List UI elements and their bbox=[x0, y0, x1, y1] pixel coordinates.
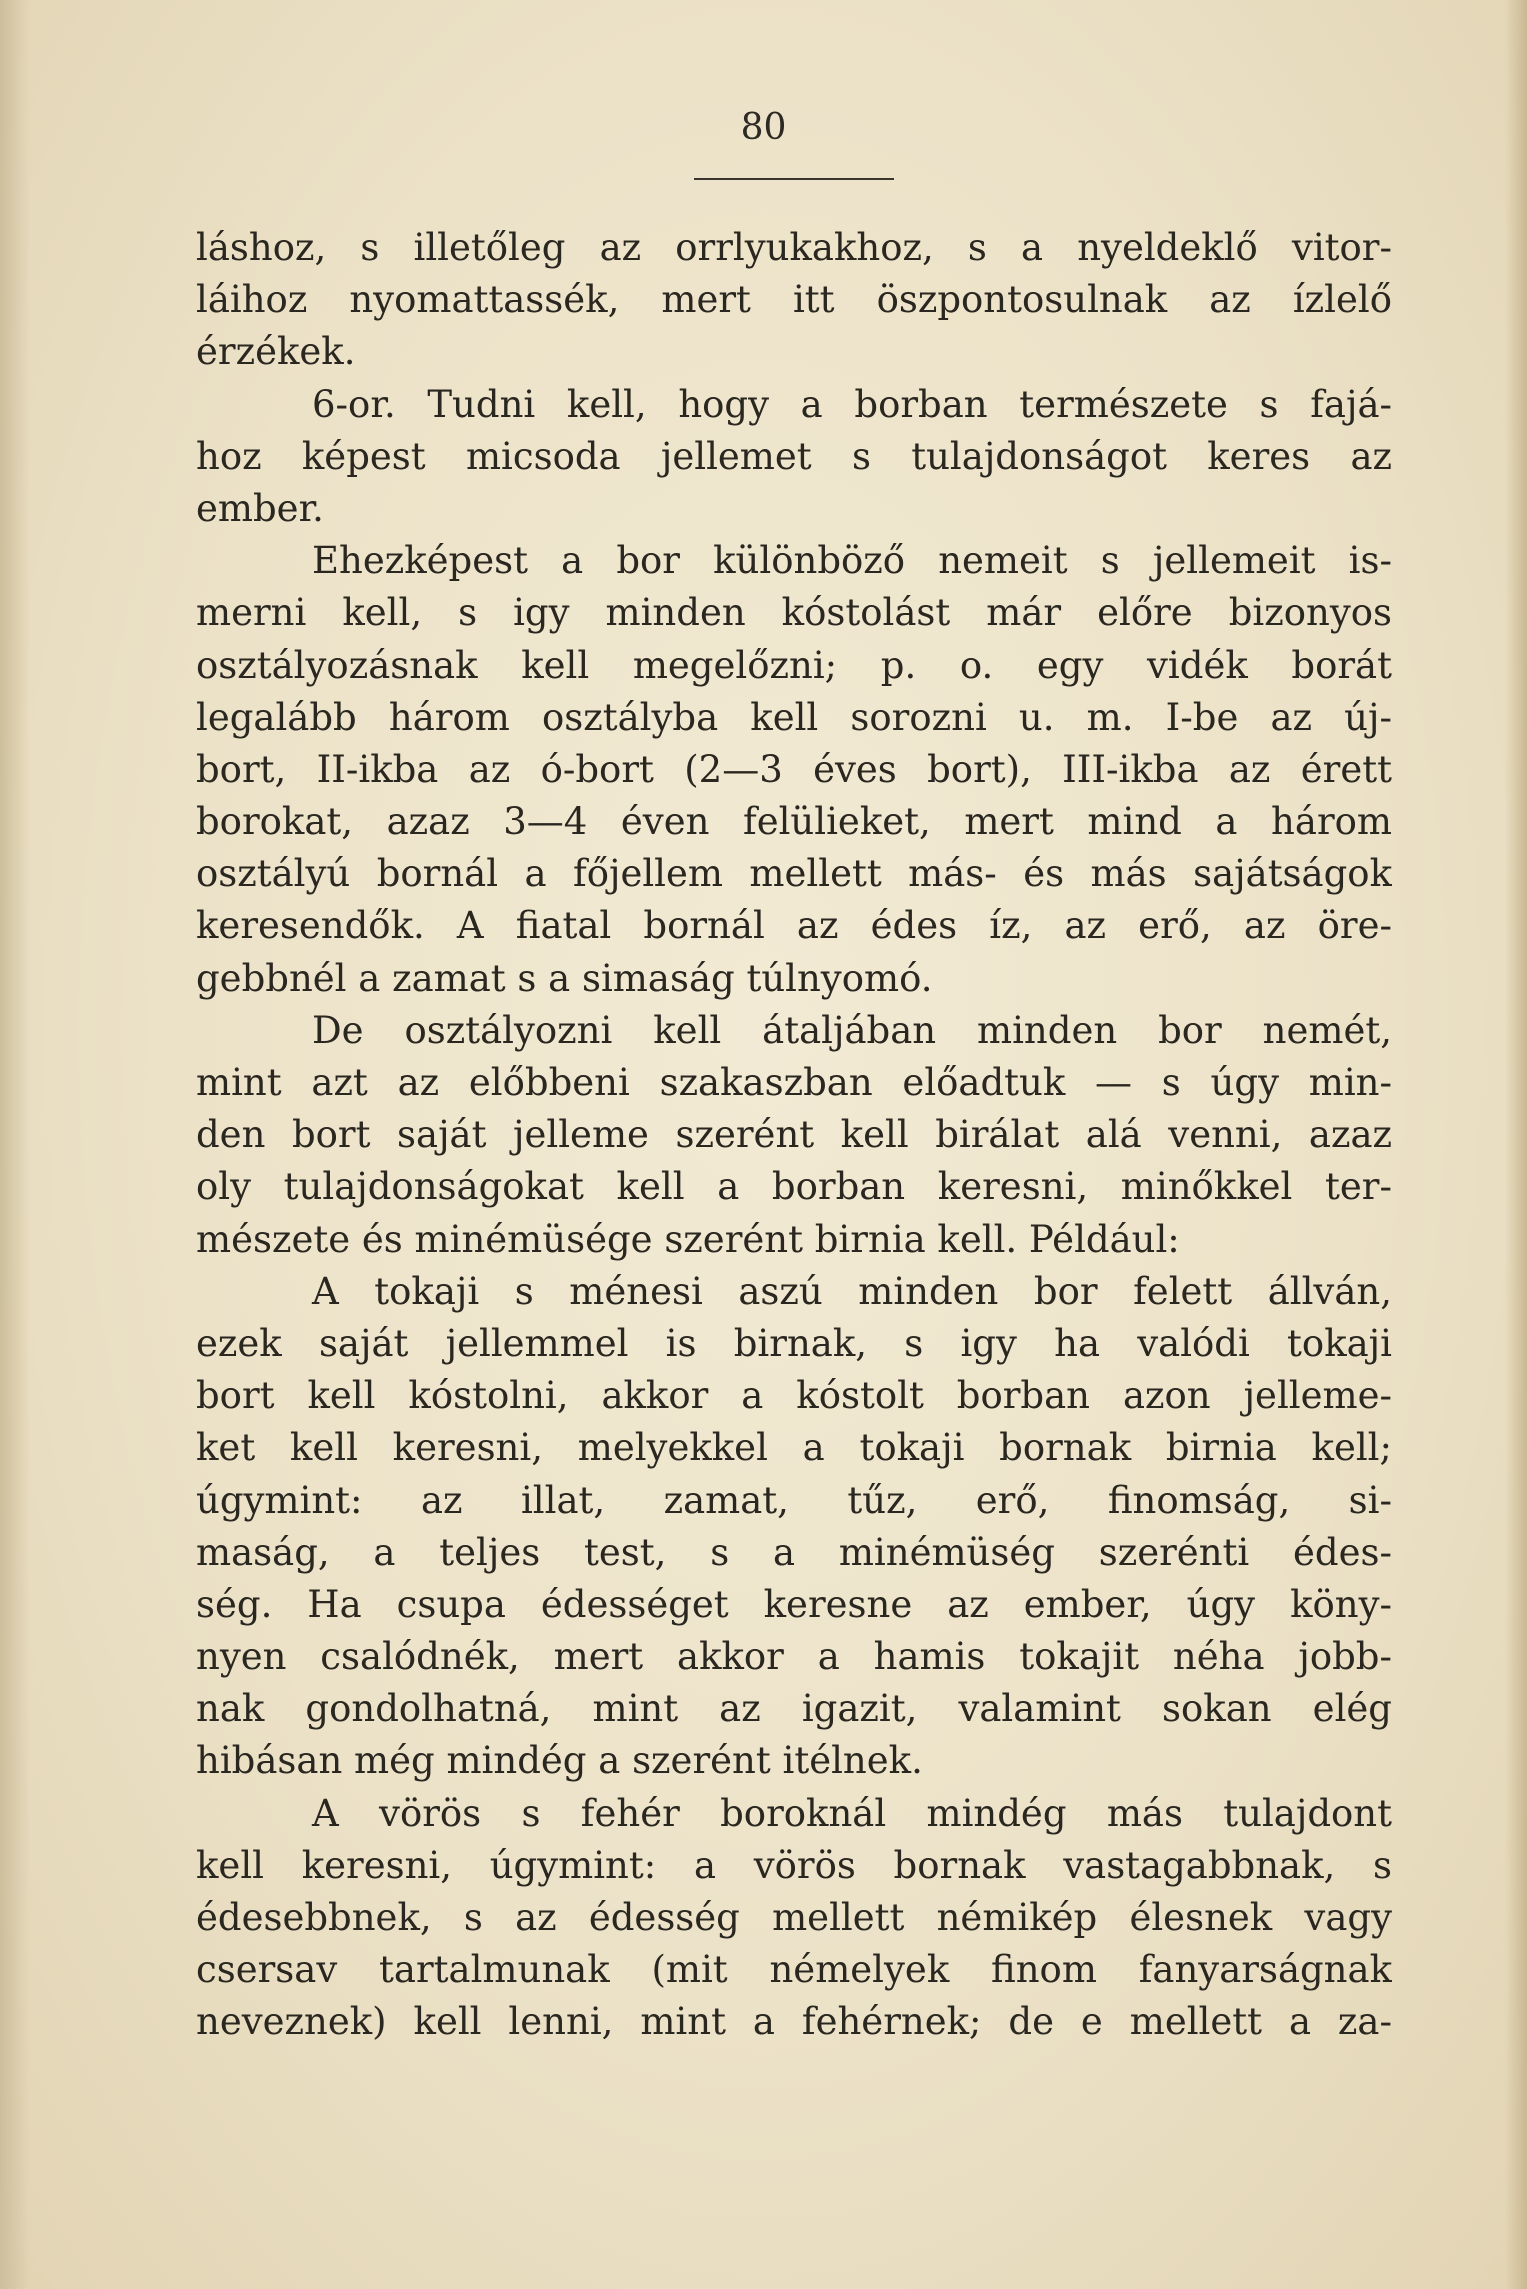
text-line: mint azt az előbbeni szakaszban előadtuk — s úgy min- bbox=[196, 1061, 1392, 1104]
text-line: merni kell, s igy minden kóstolást már előre bizonyos bbox=[196, 591, 1392, 635]
text-line: keresendők. A fiatal bornál az édes íz, az erő, az öre- bbox=[196, 904, 1392, 948]
text-line: A vörös s fehér boroknál mindég más tulajdont bbox=[312, 1791, 1392, 1835]
text-line: mészete és minémüsége szerént birnia kell. Például: bbox=[196, 1217, 1180, 1261]
text-line: láshoz, s illetőleg az orrlyukakhoz, s a nyeldeklő vitor- bbox=[196, 226, 1392, 269]
text-line: legalább három osztályba kell sorozni u. m. I-be az új- bbox=[196, 695, 1392, 739]
text-line: oly tulajdonságokat kell a borban keresni, minőkkel ter- bbox=[196, 1165, 1392, 1209]
text-line: bort, II-ikba az ó-bort (2—3 éves bort), III-ikba az érett bbox=[196, 747, 1392, 791]
text-line: gebbnél a zamat s a simaság túlnyomó. bbox=[196, 956, 933, 1000]
text-line: úgymint: az illat, zamat, tűz, erő, finomság, si- bbox=[196, 1478, 1392, 1522]
text-line: A tokaji s ménesi aszú minden bor felett állván, bbox=[312, 1269, 1392, 1313]
text-line: De osztályozni kell átaljában minden bor nemét, bbox=[312, 1008, 1392, 1052]
text-line: 6-or. Tudni kell, hogy a borban természete s fajá- bbox=[312, 382, 1392, 426]
text-line: ember. bbox=[196, 486, 324, 530]
text-line: édesebbnek, s az édesség mellett némikép élesnek vagy bbox=[196, 1896, 1392, 1939]
text-line: láihoz nyomattassék, mert itt öszpontosulnak az ízlelő bbox=[196, 278, 1392, 322]
text-line: nak gondolhatná, mint az igazit, valamint sokan elég bbox=[196, 1687, 1392, 1731]
text-line: ket kell keresni, melyekkel a tokaji bornak birnia kell; bbox=[196, 1426, 1392, 1470]
text-line: maság, a teljes test, s a minémüség szerénti édes- bbox=[196, 1530, 1392, 1574]
text-line: ezek saját jellemmel is birnak, s igy ha valódi tokaji bbox=[196, 1321, 1392, 1365]
text-line: nyen csalódnék, mert akkor a hamis tokajit néha jobb- bbox=[196, 1635, 1392, 1679]
page-number-rule bbox=[694, 178, 894, 180]
page-edge-shadow-right bbox=[1505, 0, 1527, 2289]
text-line: kell keresni, úgymint: a vörös bornak vastagabbnak, s bbox=[196, 1843, 1392, 1887]
text-line: Ehezképest a bor különböző nemeit s jellemeit is- bbox=[312, 539, 1392, 583]
text-line: csersav tartalmunak (mit némelyek finom fanyarságnak bbox=[196, 1948, 1392, 1992]
text-line: borokat, azaz 3—4 éven felülieket, mert mind a három bbox=[196, 800, 1392, 844]
text-line: den bort saját jelleme szerént kell birálat alá venni, azaz bbox=[196, 1113, 1392, 1157]
text-line: osztályú bornál a főjellem mellett más- és más sajátságok bbox=[196, 852, 1392, 896]
text-line: érzékek. bbox=[196, 330, 356, 374]
page-edge-shadow-left bbox=[0, 0, 30, 2289]
text-line: hibásan még mindég a szerént itélnek. bbox=[196, 1739, 923, 1783]
text-line: bort kell kóstolni, akkor a kóstolt borban azon jelleme- bbox=[196, 1374, 1392, 1418]
text-line: hoz képest micsoda jellemet s tulajdonságot keres az bbox=[196, 434, 1392, 478]
text-line: neveznek) kell lenni, mint a fehérnek; de e mellett a za- bbox=[196, 2000, 1392, 2044]
text-line: osztályozásnak kell megelőzni; p. o. egy vidék borát bbox=[196, 643, 1392, 687]
page-number: 80 bbox=[740, 107, 787, 148]
body-text bbox=[196, 222, 1392, 2049]
text-line: ség. Ha csupa édességet keresne az ember, úgy köny- bbox=[196, 1582, 1392, 1626]
